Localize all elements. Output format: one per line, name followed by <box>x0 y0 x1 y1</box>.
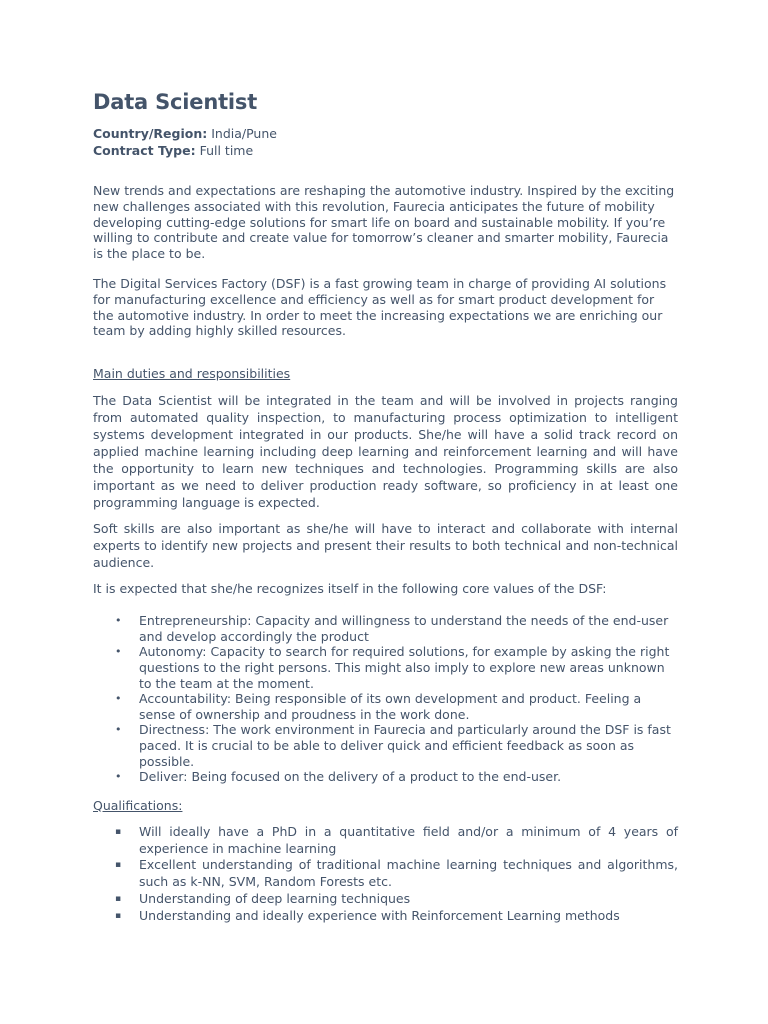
list-item-text: Understanding of deep learning techniques <box>139 890 411 906</box>
list-item-text: Excellent understanding of traditional machine learning techniques and algorithms, such as k-NN, SVM, Random Forests etc. <box>139 857 678 890</box>
duties-heading: Main duties and responsibilities <box>93 366 291 382</box>
country-value: India/Pune <box>211 126 277 141</box>
country-row <box>93 126 678 143</box>
list-item <box>93 644 678 691</box>
square-bullet-icon: ▪ <box>115 860 122 871</box>
bullet-icon: • <box>115 770 122 784</box>
contract-label: Contract Type: <box>93 142 196 158</box>
job-meta <box>93 126 678 159</box>
qualifications-heading: Qualifications: <box>93 797 183 813</box>
list-item <box>93 908 678 925</box>
square-bullet-icon: ▪ <box>115 910 122 921</box>
intro-paragraph-1: New trends and expectations are reshaping the automotive industry. Inspired by the exciting new challenges associated with this revolution, Faurecia anticipates the future of mobility developing cutting-edge solutions for smart life on board and sustainable mobility. If you’re willing to contribute and create value for tomorrow’s cleaner and smarter mobility, Faurecia is the place to be. <box>93 183 675 262</box>
intro-paragraph-2: The Digital Services Factory (DSF) is a fast growing team in charge of providing AI solutions for manufacturing excellence and efficiency as well as for smart product development for the automotive industry. In order to meet the increasing expectations we are enriching our team by adding highly skilled resources. <box>93 275 667 339</box>
list-item <box>93 722 678 769</box>
page-title: Data Scientist <box>93 90 258 114</box>
bullet-icon: • <box>115 692 122 706</box>
list-item-text: Understanding and ideally experience with Reinforcement Learning methods <box>139 907 620 923</box>
square-bullet-icon: ▪ <box>115 893 122 904</box>
core-values-intro: It is expected that she/he recognizes itself in the following core values of the DSF: <box>93 581 607 597</box>
list-item <box>93 769 678 785</box>
list-item <box>93 613 678 644</box>
list-item-text: Deliver: Being focused on the delivery of a product to the end-user. <box>139 769 562 785</box>
list-item <box>93 891 678 908</box>
qualifications-list <box>93 824 678 925</box>
list-item-text: Entrepreneurship: Capacity and willingness to understand the needs of the end-user and develop accordingly the product <box>139 613 669 644</box>
contract-value: Full time <box>199 142 254 158</box>
contract-row <box>93 143 678 160</box>
list-item-text: Directness: The work environment in Faurecia and particularly around the DSF is fast paced. It is crucial to be able to deliver quick and efficient feedback as soon as possible. <box>139 722 671 769</box>
list-item-text: Will ideally have a PhD in a quantitative field and/or a minimum of 4 years of experience in machine learning <box>139 823 678 856</box>
intro-section <box>93 183 678 339</box>
duties-paragraph: The Data Scientist will be integrated in the team and will be involved in projects ranging from automated quality inspection, to manufacturing process optimization to intelligent systems development integrated in our products. She/he will have a solid track record on applied machine learning including deep learning and reinforcement learning and will have the opportunity to learn new techniques and technologies. Programming skills are also important as we need to deliver production ready software, so proficiency in at least one programming language is expected. <box>93 393 678 511</box>
list-item <box>93 857 678 891</box>
bullet-icon: • <box>115 614 122 628</box>
bullet-icon: • <box>115 645 122 659</box>
soft-skills-paragraph: Soft skills are also important as she/he will have to interact and collaborate with internal experts to identify new projects and present their results to both technical and non-technical audience. <box>93 521 678 571</box>
list-item-text: Accountability: Being responsible of its own development and product. Feeling a sense of ownership and proudness in the work done. <box>139 691 642 722</box>
job-description <box>93 88 678 924</box>
bullet-icon: • <box>115 723 122 737</box>
list-item <box>93 691 678 722</box>
core-values-list <box>93 613 678 785</box>
square-bullet-icon: ▪ <box>115 826 122 837</box>
country-label: Country/Region: <box>93 126 208 141</box>
list-item-text: Autonomy: Capacity to search for required solutions, for example by asking the right questions to the right persons. This might also imply to explore new areas unknown to the team at the moment. <box>139 644 670 691</box>
list-item <box>93 824 678 858</box>
